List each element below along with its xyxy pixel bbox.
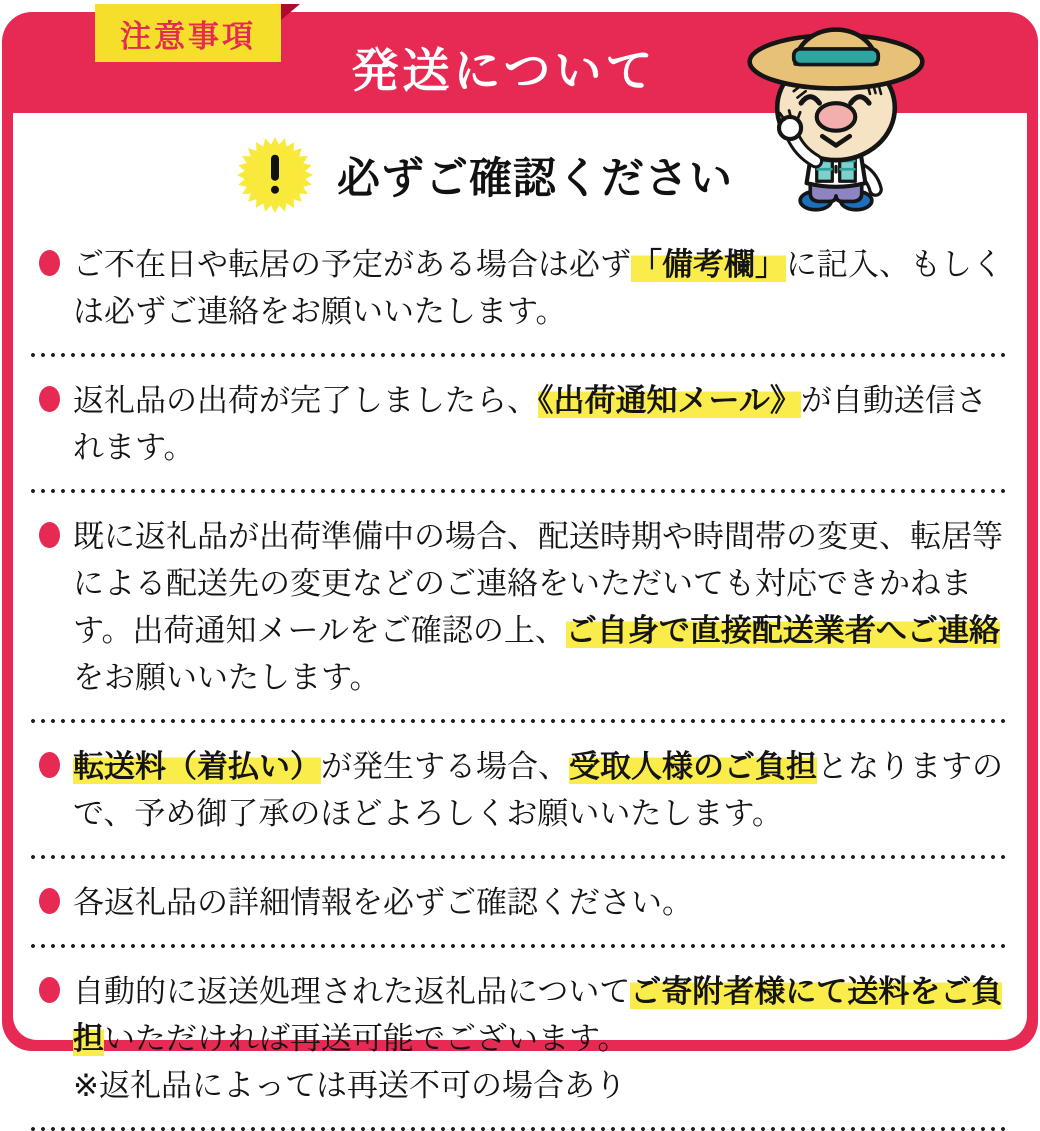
- notice-item: [29, 511, 1011, 703]
- notice-list: [29, 239, 1011, 1131]
- notice-item: [29, 966, 1011, 1111]
- notice-item: [29, 741, 1011, 839]
- dotted-separator: [31, 1127, 1009, 1131]
- dotted-separator: [31, 855, 1009, 859]
- notice-item: [29, 239, 1011, 337]
- bullet-icon: [39, 752, 60, 778]
- exclamation-mark: [271, 155, 279, 194]
- notice-item-text: ご不在日や転居の予定がある場合は必ず「備考欄」に記入、もしくは必ずご連絡をお願いいたします。: [73, 247, 1003, 329]
- content-panel: [13, 113, 1027, 1103]
- dotted-separator: [31, 719, 1009, 723]
- page-title: 発送について: [351, 44, 657, 97]
- bullet-icon: [39, 888, 60, 914]
- dotted-separator: [31, 353, 1009, 357]
- attention-badge-label: 注意事項: [120, 18, 256, 54]
- bullet-icon: [39, 522, 60, 548]
- dotted-separator: [31, 944, 1009, 948]
- notice-item: [29, 877, 1011, 928]
- notice-item-text: 返礼品の出荷が完了しましたら、《出荷通知メール》が自動送信されます。: [73, 383, 987, 465]
- bullet-icon: [39, 250, 60, 276]
- exclamation-burst-icon: [235, 135, 315, 215]
- farmer-mascot-icon: [744, 14, 928, 218]
- dotted-separator: [31, 489, 1009, 493]
- attention-badge: [95, 4, 281, 62]
- notice-item-text: 既に返礼品が出荷準備中の場合、配送時期や時間帯の変更、転居等による配送先の変更などのご連絡をいただいても対応できかねます。出荷通知メールをご確認の上、ご自身で直接配送業者へご連絡をお願いいたします。: [73, 519, 1003, 695]
- confirm-heading-label: 必ずご確認ください: [337, 154, 733, 203]
- bullet-icon: [39, 386, 60, 412]
- bullet-icon: [39, 977, 60, 1003]
- notice-item: [29, 375, 1011, 473]
- notice-item-text: 各返礼品の詳細情報を必ずご確認ください。: [73, 885, 693, 920]
- notice-item-text: 転送料（着払い）が発生する場合、受取人様のご負担となりますので、予め御了承のほどよろしくお願いいたします。: [73, 749, 1003, 831]
- notice-item-text: 自動的に返送処理された返礼品についてご寄附者様にて送料をご負担いただければ再送可能でございます。 ※返礼品によっては再送不可の場合あり: [73, 974, 1003, 1103]
